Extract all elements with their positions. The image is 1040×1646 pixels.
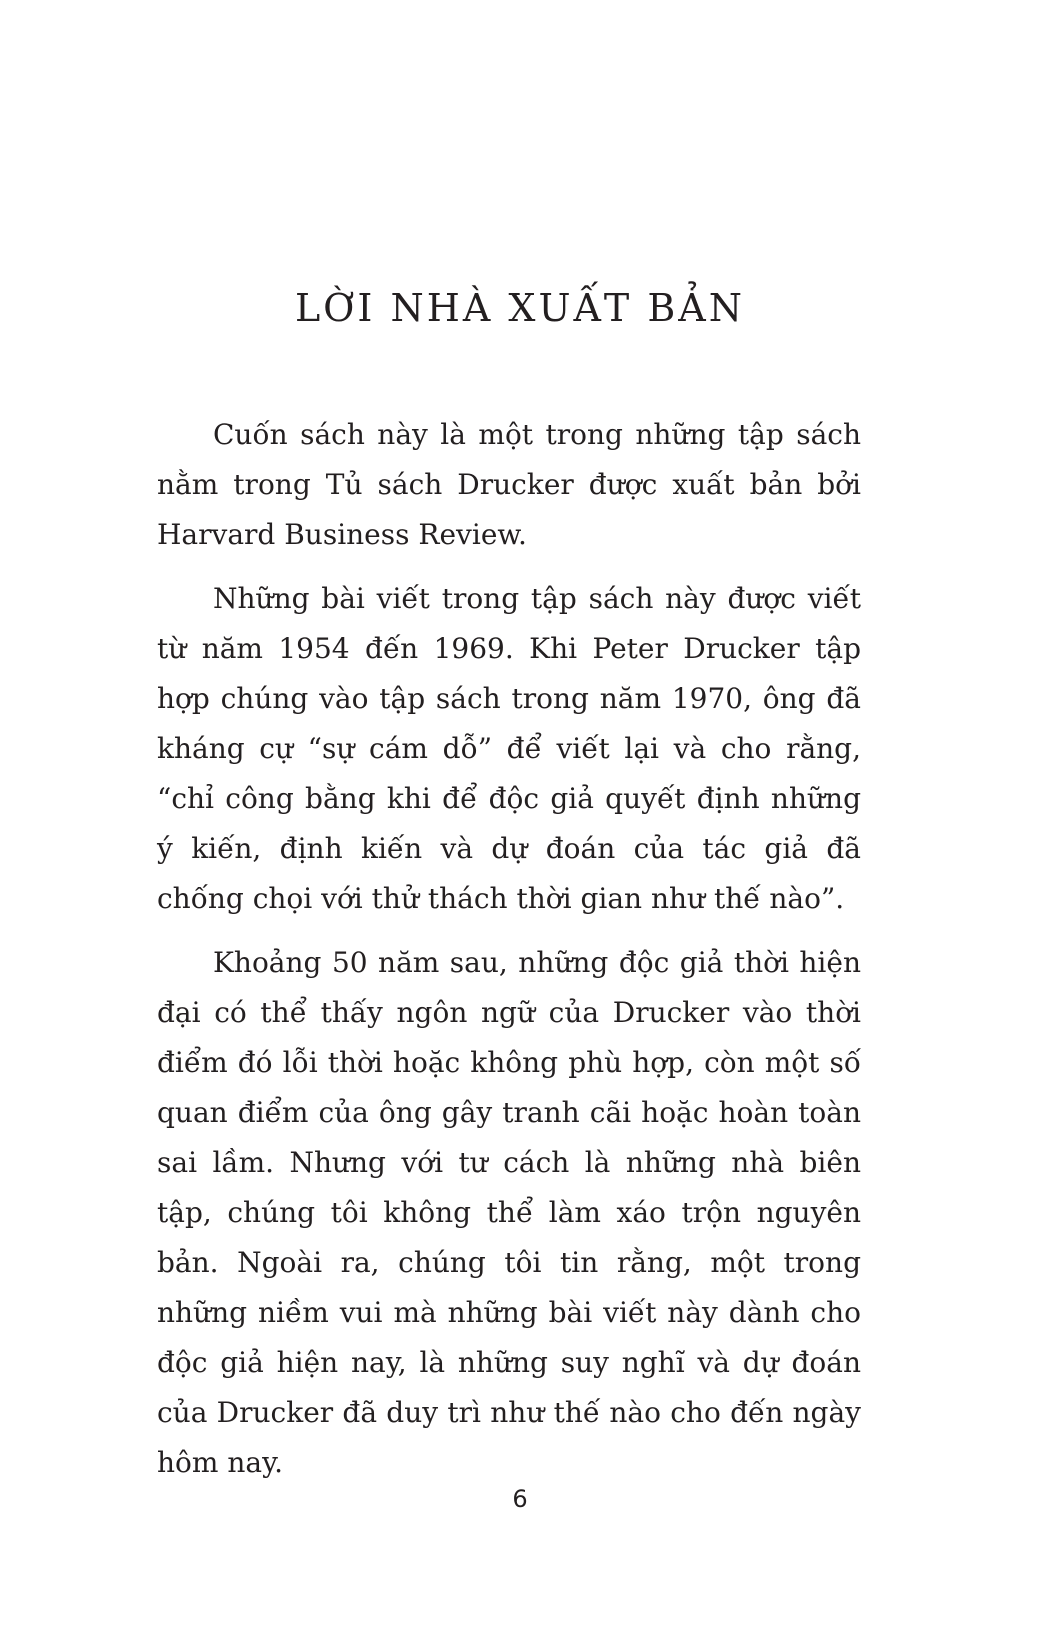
paragraph-2: Những bài viết trong tập sách này được viết từ năm 1954 đến 1969. Khi Peter Drucker tập hợp chúng vào tập sách trong năm 1970, ông đã kháng cự “sự cám dỗ” để viết lại và cho rằng, “chỉ công bằng khi để độc giả quyết định những ý kiến, định kiến và dự đoán của tác giả đã chống chọi với thử thách thời gian như thế nào”.	[157, 582, 861, 915]
page-title: LỜI NHÀ XUẤT BẢN	[295, 286, 745, 330]
paragraph-3: Khoảng 50 năm sau, những độc giả thời hiện đại có thể thấy ngôn ngữ của Drucker vào thời điểm đó lỗi thời hoặc không phù hợp, còn một số quan điểm của ông gây tranh cãi hoặc hoàn toàn sai lầm. Nhưng với tư cách là những nhà biên tập, chúng tôi không thể làm xáo trộn nguyên bản. Ngoài ra, chúng tôi tin rằng, một trong những niềm vui mà những bài viết này dành cho độc giả hiện nay, là những suy nghĩ và dự đoán của Drucker đã duy trì như thế nào cho đến ngày hôm nay.	[157, 946, 861, 1479]
body-text	[157, 410, 861, 1502]
page-number: 6	[512, 1485, 528, 1513]
paragraph-1: Cuốn sách này là một trong những tập sách nằm trong Tủ sách Drucker được xuất bản bởi Harvard Business Review.	[157, 418, 861, 551]
